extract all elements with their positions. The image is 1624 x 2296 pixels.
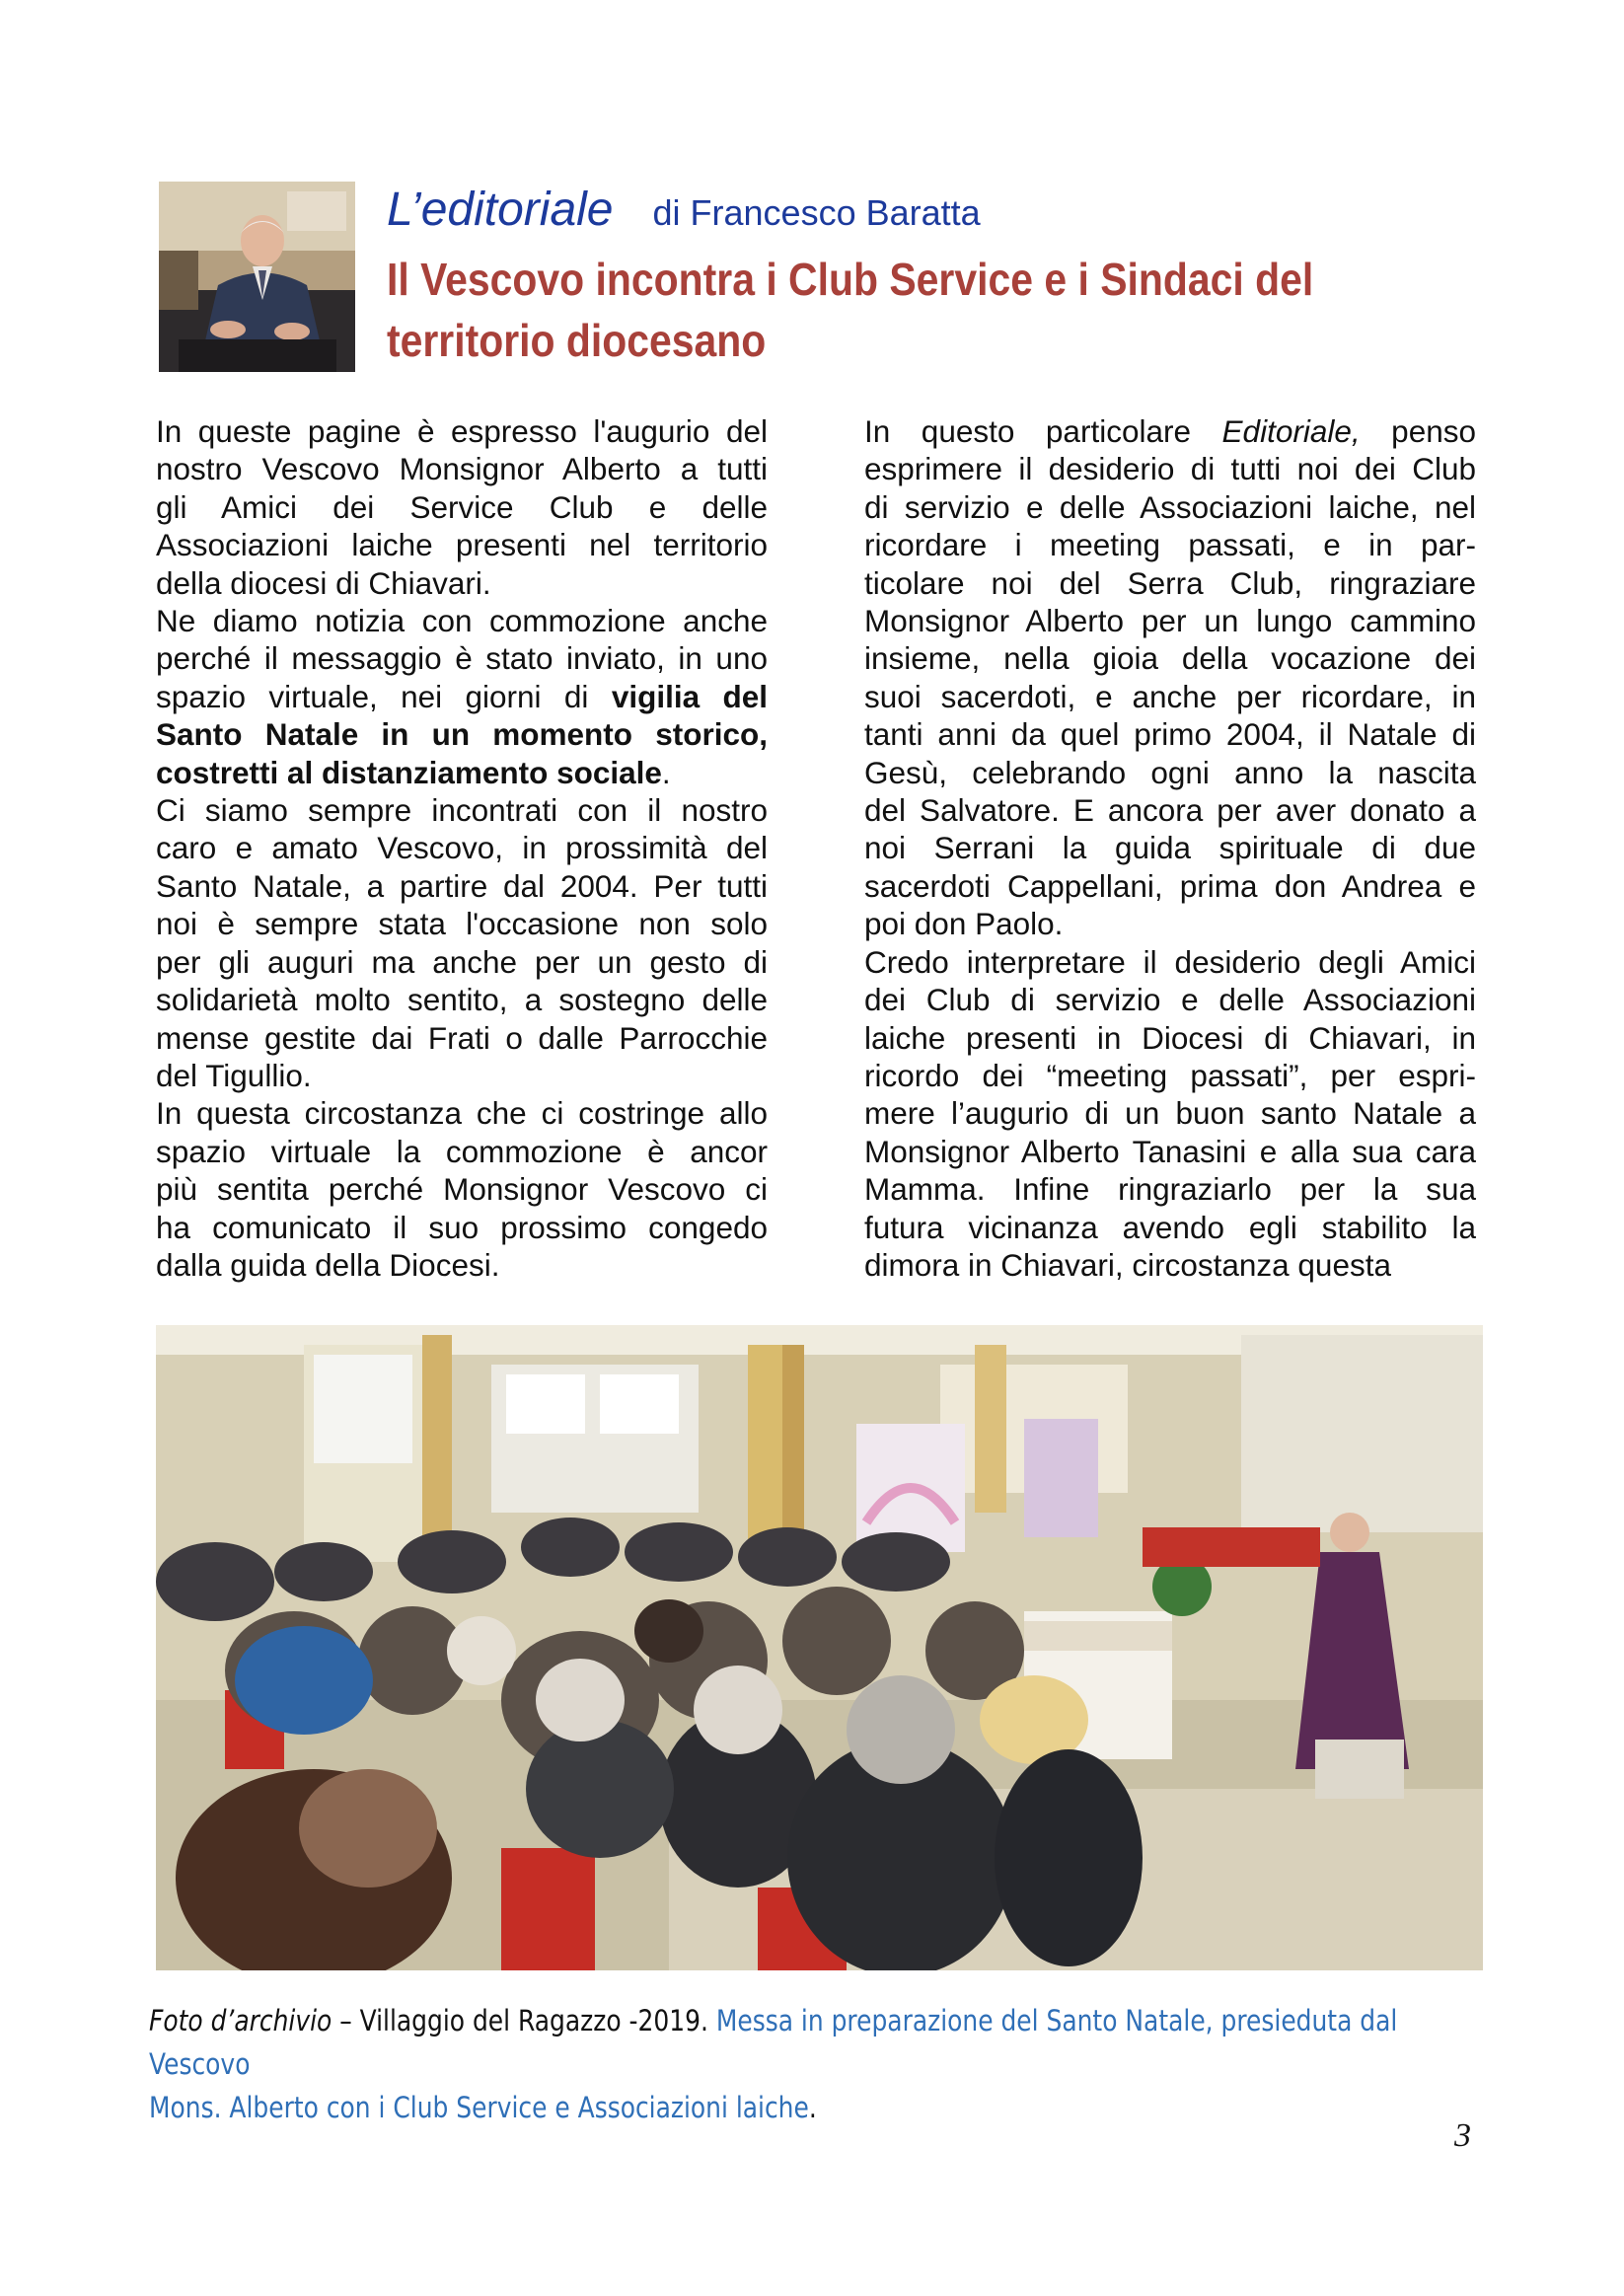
section-label: L’editoriale	[387, 184, 614, 236]
text-line: suoi sacerdoti, e anche per ricordare, in	[864, 678, 1476, 714]
text-run: penso	[1391, 413, 1476, 449]
text-line: del Salvatore. E ancora per aver donato a	[864, 792, 1476, 829]
author-portrait	[159, 182, 355, 372]
text-line: perché il messaggio è stato inviato, in uno	[156, 640, 768, 677]
photo-caption	[149, 1999, 1498, 2129]
text-line: nostro Vescovo Monsignor Alberto a tutti	[156, 451, 768, 487]
text-line: Gesù, celebrando ogni anno la nascita	[864, 754, 1476, 790]
bold-run: Santo Natale in un momento storico,	[156, 716, 768, 753]
text-line: Santo Natale, a partire dal 2004. Per tutti	[156, 867, 768, 904]
text-line: tanti anni da quel primo 2004, il Natale di	[864, 716, 1476, 753]
editorial-kicker	[387, 183, 981, 237]
text-line: dei Club di servizio e delle Associazioni	[864, 982, 1476, 1018]
text-line: esprimere il desiderio di tutti noi dei Club	[864, 451, 1476, 487]
text-line: spazio virtuale la commozione è ancor	[156, 1133, 768, 1169]
right-column	[864, 412, 1476, 1284]
text-line: Ne diamo notizia con commozione anche	[156, 603, 768, 639]
caption-italic: Foto d’archivio	[149, 2004, 332, 2037]
text-line: Associazioni laiche presenti nel territorio	[156, 527, 768, 563]
headline-line: Il Vescovo incontra i Club Service e i Sindaci del	[387, 254, 1314, 305]
left-column	[156, 412, 768, 1284]
text-line: Ci siamo sempre incontrati con il nostro	[156, 792, 768, 829]
italic-run: Editoriale,	[1221, 413, 1361, 449]
headline-line: territorio diocesano	[387, 315, 767, 366]
caption-text: – Villaggio del Ragazzo -2019.	[332, 2004, 716, 2037]
page-number: 3	[1454, 2117, 1471, 2154]
caption-blue-2: Mons. Alberto con i Club Service e Associazioni laiche	[149, 2091, 809, 2124]
text-line	[156, 754, 768, 791]
text-line: Credo interpretare il desiderio degli Amici	[864, 943, 1476, 980]
bold-run: vigilia del	[611, 678, 768, 714]
text-line: dimora in Chiavari, circostanza questa	[864, 1246, 1391, 1283]
text-line: della diocesi di Chiavari.	[156, 564, 491, 601]
text-line: del Tigullio.	[156, 1057, 312, 1093]
text-line	[156, 715, 768, 753]
text-line: futura vicinanza avendo egli stabilito la	[864, 1209, 1476, 1245]
text-line: per gli auguri ma anche per un gesto di	[156, 943, 768, 980]
text-line: ricordo dei “meeting passati”, per espri-	[864, 1057, 1476, 1093]
text-line: noi è sempre stata l'occasione non solo	[156, 906, 768, 942]
text-line: ricordare i meeting passati, e in par-	[864, 527, 1476, 563]
text-line: In questa circostanza che ci costringe allo	[156, 1095, 768, 1132]
text-line: sacerdoti Cappellani, prima don Andrea e	[864, 867, 1476, 904]
text-line: laiche presenti in Diocesi di Chiavari, in	[864, 1019, 1476, 1056]
text-line: solidarietà molto sentito, a sostegno delle	[156, 982, 768, 1018]
text-line: mense gestite dai Frati o dalle Parrocchie	[156, 1019, 768, 1056]
text-line: mere l’augurio di un buon santo Natale a	[864, 1095, 1476, 1132]
text-line: caro e amato Vescovo, in prossimità del	[156, 830, 768, 866]
archive-photo	[156, 1325, 1483, 1970]
text-run: .	[661, 754, 671, 790]
text-line: dalla guida della Diocesi.	[156, 1246, 500, 1283]
bold-run: costretti al distanziamento sociale	[156, 754, 662, 790]
text-line: Mamma. Infine ringraziarlo per la sua	[864, 1171, 1476, 1208]
caption-end: .	[808, 2091, 817, 2124]
text-line	[864, 412, 1476, 450]
text-line: gli Amici dei Service Club e delle	[156, 488, 768, 525]
text-line: ha comunicato il suo prossimo congedo	[156, 1209, 768, 1245]
caption-blue-1: Messa in preparazione del Santo Natale, presieduta dal Vescovo	[149, 2004, 1398, 2081]
text-line: insieme, nella gioia della vocazione dei	[864, 640, 1476, 677]
text-line: di servizio e delle Associazioni laiche, nel	[864, 488, 1476, 525]
text-line: Monsignor Alberto per un lungo cammino	[864, 603, 1476, 639]
text-run: In questo particolare	[864, 413, 1191, 449]
text-line	[156, 678, 768, 715]
text-line: Monsignor Alberto Tanasini e alla sua cara	[864, 1133, 1476, 1169]
text-line: più sentita perché Monsignor Vescovo ci	[156, 1171, 768, 1208]
author-byline: di Francesco Baratta	[652, 192, 981, 233]
article-headline	[387, 249, 1342, 371]
text-line: ticolare noi del Serra Club, ringraziare	[864, 564, 1476, 601]
text-run: spazio virtuale, nei giorni di	[156, 678, 589, 714]
text-line: In queste pagine è espresso l'augurio del	[156, 413, 768, 449]
text-line: noi Serrani la guida spirituale di due	[864, 830, 1476, 866]
text-line: poi don Paolo.	[864, 906, 1064, 942]
